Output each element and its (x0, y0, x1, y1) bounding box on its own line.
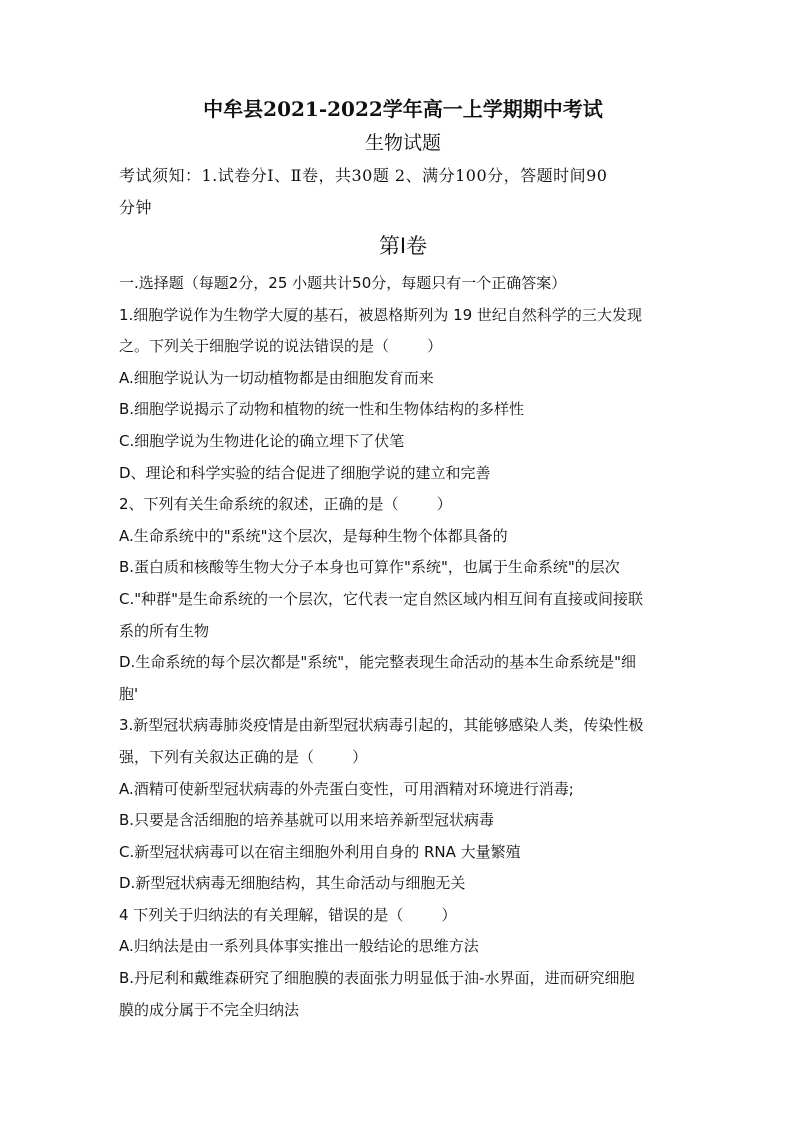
option-a: A.细胞学说认为一切动植物都是由细胞发育而来 (119, 368, 434, 387)
exam-subtitle: 生物试题 (364, 132, 441, 154)
question-stem: 3.新型冠状病毒肺炎疫情是由新型冠状病毒引起的，其能够感染人类，传染性极 (119, 716, 644, 735)
option-a: A.酒精可使新型冠状病毒的外壳蛋白变性，可用酒精对环境进行消毒; (119, 779, 574, 798)
question-stem: 4 下列关于归纳法的有关理解，错误的是（ ） (119, 905, 457, 924)
question-stem: 2、下列有关生命系统的叙述，正确的是（ ） (119, 495, 452, 514)
option-a: A.归纳法是由一系列具体事实推出一般结论的思维方法 (119, 937, 479, 956)
exam-page (119, 92, 687, 1026)
question-4 (119, 900, 687, 1026)
option-b: B.蛋白质和核酸等生物大分子本身也可算作"系统"，也属于生命系统"的层次 (119, 558, 620, 577)
option-b: B.细胞学说揭示了动物和植物的统一性和生物体结构的多样性 (119, 400, 525, 419)
question-1 (119, 300, 687, 490)
option-b: B.丹尼利和戴维森研究了细胞膜的表面张力明显低于油-水界面，进而研究细胞 (119, 969, 635, 988)
volume-title: 第Ⅰ卷 (378, 234, 428, 258)
exam-notice (119, 160, 687, 224)
option-d-continued: 胞' (119, 684, 139, 703)
exam-title: 中牟县2021-2022学年高一上学期期中考试 (203, 97, 603, 121)
option-d: D.生命系统的每个层次都是"系统"，能完整表现生命活动的基本生命系统是"细 (119, 653, 637, 672)
option-d: D、理论和科学实验的结合促进了细胞学说的建立和完善 (119, 463, 491, 482)
option-c: C.新型冠状病毒可以在宿主细胞外利用自身的 RNA 大量繁殖 (119, 842, 521, 861)
option-c: C."种群"是生命系统的一个层次，它代表一定自然区域内相互间有直接或间接联 (119, 589, 644, 608)
question-stem: 之。下列关于细胞学说的说法错误的是（ ） (119, 337, 443, 356)
option-b: B.只要是含活细胞的培养基就可以用来培养新型冠状病毒 (119, 811, 495, 830)
question-stem: 强，下列有关叙达正确的是（ ） (119, 747, 368, 766)
question-3 (119, 710, 687, 900)
option-a: A.生命系统中的"系统"这个层次，是每种生物个体都具备的 (119, 526, 508, 545)
option-c: C.细胞学说为生物进化论的确立埋下了伏笔 (119, 431, 405, 450)
notice-line: 考试须知：1.试卷分Ⅰ、Ⅱ卷，共30题 2、满分100分，答题时间90 (119, 166, 608, 185)
question-stem: 1.细胞学说作为生物学大厦的基石，被恩格斯列为 19 世纪自然科学的三大发现 (119, 305, 642, 324)
option-b-continued: 膜的成分属于不完全归纳法 (119, 1000, 300, 1019)
notice-line: 分钟 (119, 198, 153, 217)
question-list (119, 300, 687, 1027)
option-d: D.新型冠状病毒无细胞结构，其生命活动与细胞无关 (119, 874, 466, 893)
option-c-continued: 系的所有生物 (119, 621, 210, 640)
question-2 (119, 489, 687, 710)
section-heading: 一.选择题（每题2分，25 小题共计50分，每题只有一个正确答案） (119, 274, 567, 292)
